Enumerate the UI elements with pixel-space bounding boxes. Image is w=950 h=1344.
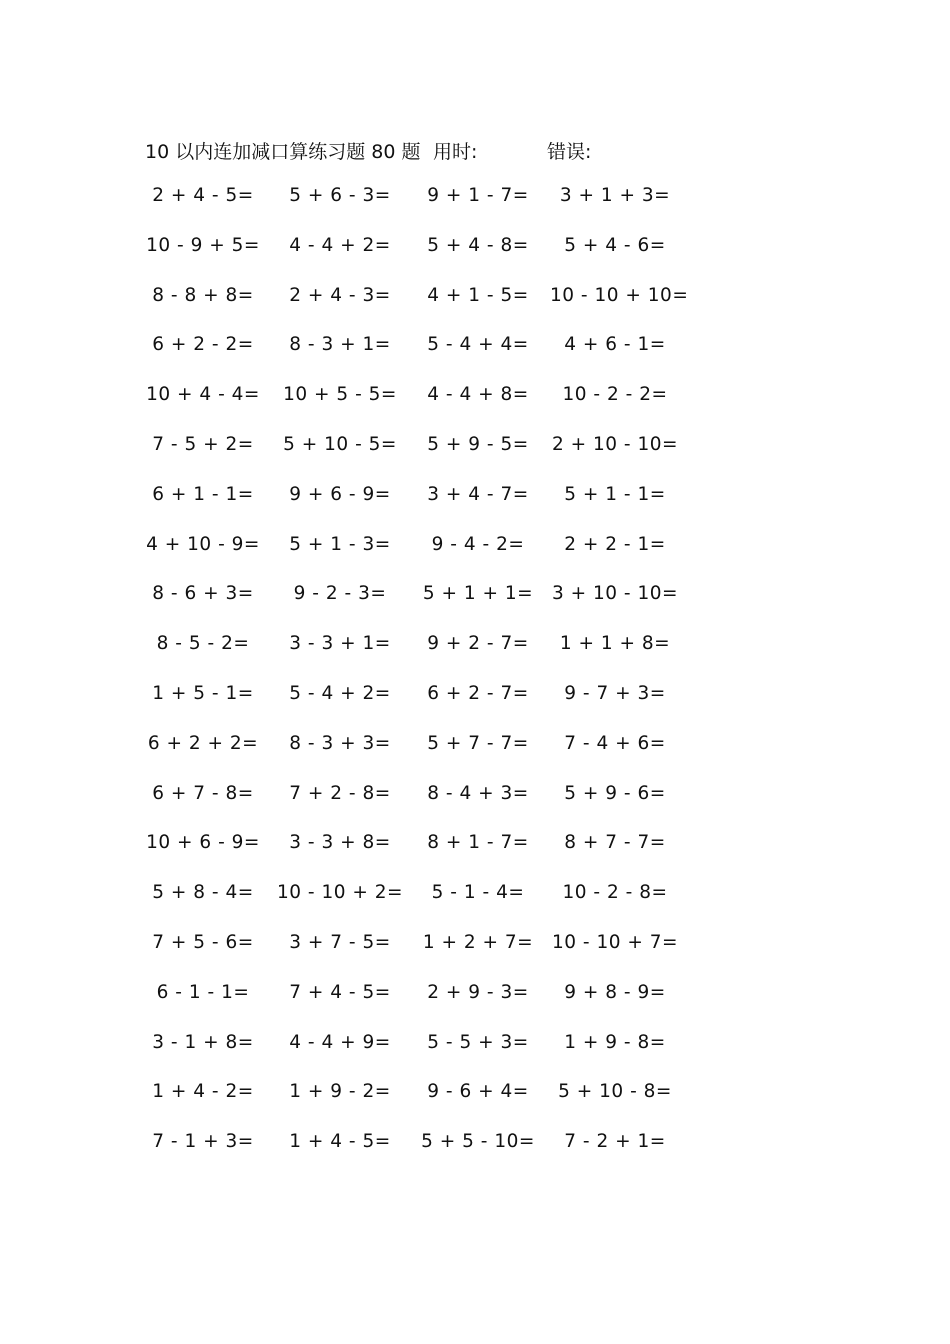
problem-grid xyxy=(0,185,950,1181)
problem-item: 6 + 7 - 8= xyxy=(152,782,254,804)
problem-item: 5 + 5 - 10= xyxy=(421,1131,535,1153)
problem-item: 1 + 9 - 2= xyxy=(289,1081,391,1103)
time-label: 用时: xyxy=(433,141,478,163)
problem-item: 3 + 7 - 5= xyxy=(289,931,391,953)
problem-item: 8 - 8 + 8= xyxy=(152,284,254,306)
problem-item: 1 + 9 - 8= xyxy=(564,1031,666,1053)
problem-item: 5 + 1 - 1= xyxy=(564,483,666,505)
problem-row xyxy=(0,882,950,932)
problem-item: 3 - 3 + 1= xyxy=(289,633,391,655)
problem-item: 8 - 3 + 1= xyxy=(289,334,391,356)
problem-item: 1 + 4 - 2= xyxy=(152,1081,254,1103)
problem-row xyxy=(0,484,950,534)
problem-row xyxy=(0,1032,950,1082)
problem-item: 5 + 8 - 4= xyxy=(152,882,254,904)
problem-item: 8 - 4 + 3= xyxy=(427,782,529,804)
problem-item: 5 - 4 + 2= xyxy=(289,682,391,704)
problem-row xyxy=(0,334,950,384)
problem-item: 9 + 2 - 7= xyxy=(427,633,529,655)
problem-row xyxy=(0,285,950,335)
problem-item: 8 + 1 - 7= xyxy=(427,832,529,854)
problem-row xyxy=(0,434,950,484)
problem-item: 9 + 1 - 7= xyxy=(427,185,529,206)
problem-item: 5 - 1 - 4= xyxy=(431,882,525,904)
problem-item: 5 - 5 + 3= xyxy=(427,1031,529,1053)
problem-item: 4 - 4 + 9= xyxy=(289,1031,391,1053)
problem-item: 5 + 10 - 5= xyxy=(283,433,397,455)
problem-item: 9 - 6 + 4= xyxy=(427,1081,529,1103)
problem-item: 8 - 3 + 3= xyxy=(289,732,391,754)
problem-row xyxy=(0,633,950,683)
problem-item: 8 - 5 - 2= xyxy=(156,633,250,655)
problem-row xyxy=(0,235,950,285)
problem-item: 3 + 1 + 3= xyxy=(559,185,671,206)
problem-row xyxy=(0,783,950,833)
problem-item: 6 + 1 - 1= xyxy=(152,483,254,505)
problem-item: 3 - 1 + 8= xyxy=(152,1031,254,1053)
problem-item: 10 - 10 + 2= xyxy=(276,882,404,904)
problem-item: 5 + 1 - 3= xyxy=(289,533,391,555)
problem-item: 5 + 4 - 6= xyxy=(564,234,666,256)
problem-item: 2 + 10 - 10= xyxy=(551,433,679,455)
problem-item: 4 + 10 - 9= xyxy=(146,533,260,555)
problem-row xyxy=(0,683,950,733)
problem-item: 2 + 4 - 5= xyxy=(152,185,254,206)
problem-item: 2 + 9 - 3= xyxy=(427,981,529,1003)
worksheet-title: 10 以内连加减口算练习题 80 题 xyxy=(145,141,421,163)
problem-item: 1 + 5 - 1= xyxy=(152,682,254,704)
problem-item: 9 + 6 - 9= xyxy=(289,483,391,505)
problem-item: 5 + 9 - 6= xyxy=(564,782,666,804)
problem-item: 7 + 5 - 6= xyxy=(152,931,254,953)
error-label: 错误: xyxy=(547,141,592,163)
problem-item: 1 + 1 + 8= xyxy=(559,633,671,655)
problem-item: 4 + 1 - 5= xyxy=(427,284,529,306)
problem-item: 5 + 7 - 7= xyxy=(427,732,529,754)
problem-row xyxy=(0,534,950,584)
problem-row xyxy=(0,832,950,882)
problem-row xyxy=(0,1131,950,1181)
problem-item: 2 + 2 - 1= xyxy=(564,533,666,555)
problem-item: 9 - 4 - 2= xyxy=(431,533,525,555)
problem-row xyxy=(0,733,950,783)
problem-item: 7 - 2 + 1= xyxy=(564,1131,666,1153)
problem-row xyxy=(0,932,950,982)
problem-item: 10 + 4 - 4= xyxy=(146,384,260,406)
problem-item: 7 + 2 - 8= xyxy=(289,782,391,804)
problem-item: 6 + 2 - 7= xyxy=(427,682,529,704)
problem-item: 3 - 3 + 8= xyxy=(289,832,391,854)
problem-item: 5 + 10 - 8= xyxy=(558,1081,672,1103)
problem-row xyxy=(0,583,950,633)
problem-item: 10 - 10 + 10= xyxy=(550,284,689,306)
problem-item: 8 - 6 + 3= xyxy=(152,583,254,605)
problem-item: 7 - 1 + 3= xyxy=(152,1131,254,1153)
problem-item: 4 - 4 + 2= xyxy=(289,234,391,256)
problem-item: 5 + 9 - 5= xyxy=(427,433,529,455)
problem-item: 4 - 4 + 8= xyxy=(427,384,529,406)
problem-item: 5 + 4 - 8= xyxy=(427,234,529,256)
problem-item: 6 - 1 - 1= xyxy=(156,981,250,1003)
problem-item: 10 + 6 - 9= xyxy=(146,832,260,854)
problem-item: 7 - 5 + 2= xyxy=(152,433,254,455)
problem-item: 1 + 4 - 5= xyxy=(289,1131,391,1153)
problem-item: 9 + 8 - 9= xyxy=(564,981,666,1003)
problem-item: 2 + 4 - 3= xyxy=(289,284,391,306)
problem-row xyxy=(0,384,950,434)
problem-item: 8 + 7 - 7= xyxy=(564,832,666,854)
problem-item: 6 + 2 + 2= xyxy=(147,732,259,754)
problem-item: 6 + 2 - 2= xyxy=(152,334,254,356)
problem-row xyxy=(0,185,950,235)
problem-item: 10 - 2 - 8= xyxy=(562,882,668,904)
problem-item: 3 + 10 - 10= xyxy=(551,583,679,605)
problem-item: 7 + 4 - 5= xyxy=(289,981,391,1003)
problem-item: 5 - 4 + 4= xyxy=(427,334,529,356)
problem-item: 1 + 2 + 7= xyxy=(422,931,534,953)
problem-row xyxy=(0,1081,950,1131)
problem-row xyxy=(0,982,950,1032)
worksheet-header xyxy=(0,137,950,165)
problem-item: 5 + 1 + 1= xyxy=(422,583,534,605)
problem-item: 9 - 2 - 3= xyxy=(293,583,387,605)
problem-item: 10 - 10 + 7= xyxy=(551,931,679,953)
problem-item: 10 - 9 + 5= xyxy=(146,234,260,256)
problem-item: 9 - 7 + 3= xyxy=(564,682,666,704)
problem-item: 7 - 4 + 6= xyxy=(564,732,666,754)
problem-item: 5 + 6 - 3= xyxy=(289,185,391,206)
problem-item: 10 + 5 - 5= xyxy=(283,384,397,406)
problem-item: 3 + 4 - 7= xyxy=(427,483,529,505)
problem-item: 10 - 2 - 2= xyxy=(562,384,668,406)
problem-item: 4 + 6 - 1= xyxy=(564,334,666,356)
